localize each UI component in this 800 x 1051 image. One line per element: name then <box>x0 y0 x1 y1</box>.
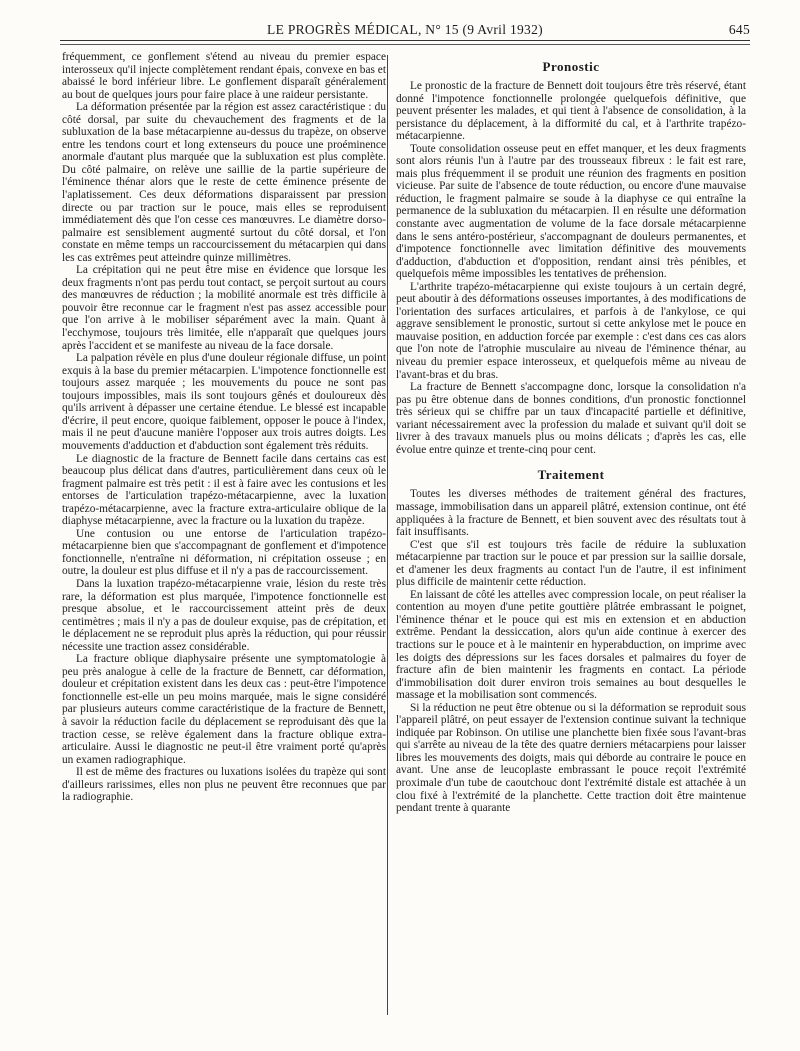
paragraph: La palpation révèle en plus d'une douleur régionale diffuse, un point exquis à la base du premier métacarpien. L'impotence fonctionnelle est toujours assez marquée ; les mouvements du pouce ne sont pas toujours impossibles, mais ils sont toujours gênés et douloureux dès qu'ils arrivent à dépasser une certaine étendue. Le blessé est incapable d'écrire, il peut encore, quoique faiblement, opposer le pouce à l'index, mais il ne peut d'aucune manière l'opposer aux trois autres doigts. Les mouvements d'adduction et d'abduction sont également très réduits. <box>62 352 386 452</box>
page-number: 645 <box>728 22 750 37</box>
journal-title: LE PROGRÈS MÉDICAL, N° 15 (9 Avril 1932) <box>267 22 543 37</box>
paragraph: Dans la luxation trapézo-métacarpienne vraie, lésion du reste très rare, la déformation est plus marquée, l'impotence fonctionnelle est presque absolue, et le raccourcissement atteint près de deux centimètres ; mais il n'y a pas de douleur exquise, pas de crépitation, et le déplacement ne se reproduit plus après la réduction, qui pour réussir nécessite une traction assez considérable. <box>62 577 386 653</box>
header-rule-thin <box>60 44 750 45</box>
running-header <box>60 22 750 42</box>
left-column <box>62 51 386 804</box>
paragraph: La déformation présentée par la région est assez caractéristique : du côté dorsal, par suite du chevauchement des fragments et de la subluxation de la base métacarpienne au-dessus du trapèze, on observe entre les tendons court et long extenseurs du pouce une proéminence anormale d'autant plus marquée que la subluxation est plus complète. Du côté palmaire, on relève une saillie de la partie supérieure de l'éminence thénar alors que le reste de cette éminence présente de l'aplatissement. Ces deux déformations disparaissent par pression directe ou par traction sur le pouce, mais elles se reproduisent immédiatement dès que l'on cesse ces manœuvres. Le diamètre dorso-palmaire est sensiblement augmenté surtout du côté dorsal, et l'on constate en même temps un raccourcissement du métacarpien qui dans les cas extrêmes peut atteindre quinze millimètres. <box>62 101 386 264</box>
paragraph: C'est que s'il est toujours très facile de réduire la subluxation métacarpienne par traction sur le pouce et par pression sur la saillie dorsale, et d'amener les deux fragments au contact l'un de l'autre, il est infiniment plus difficile de maintenir cette réduction. <box>396 538 746 589</box>
paragraph: Le diagnostic de la fracture de Bennett facile dans certains cas est beaucoup plus délicat dans d'autres, particulièrement dans ceux où le fragment palmaire est très petit : il est à faire avec les contusions et les entorses de l'articulation trapézo-métacarpienne, avec la luxation trapézo-métacarpienne, avec la fracture extra-articulaire oblique de la diaphyse métacarpienne, avec la fracture ou la luxation du trapèze. <box>62 452 386 528</box>
right-column <box>396 60 746 815</box>
header-rule-thick <box>60 40 750 41</box>
paragraph: La fracture de Bennett s'accompagne donc, lorsque la consolidation n'a pas pu être obtenue dans de bonnes conditions, d'un pronostic fonctionnel très sérieux qui se chiffre par un taux d'incapacité partielle et définitive, variant nécessairement avec la profession du malade et suivant qu'il doit se livrer à des travaux manuels plus ou moins délicats ; d'après les cas, elle évolue entre quinze et trente-cinq pour cent. <box>396 381 746 456</box>
paragraph: Il est de même des fractures ou luxations isolées du trapèze qui sont d'ailleurs rarissimes, elles non plus ne peuvent être reconnues que par la radiographie. <box>62 766 386 804</box>
paragraph: La fracture oblique diaphysaire présente une symptomatologie à peu près analogue à celle de la fracture de Bennett, car déformation, douleur et crépitation existent dans les deux cas : peut-être l'impotence fonctionnelle est-elle un peu moins marquée, mais le signe considéré par plusieurs auteurs comme caractéristique de la fracture de Bennett, à savoir la réduction facile du déplacement se reproduisant dès que la traction cesse, se relève également dans la fracture oblique extra-articulaire. Aussi le diagnostic ne peut-il être vraiment porté qu'après un examen radiographique. <box>62 653 386 766</box>
section-title-traitement: Traitement <box>537 467 605 483</box>
column-divider <box>387 55 388 1015</box>
paragraph: Le pronostic de la fracture de Bennett doit toujours être très réservé, étant donné l'impotence fonctionnelle prolongée quelquefois définitive, que peuvent présenter les malades, et qui tient à l'absence de consolidation, à la persistance du déplacement, à la difformité du cal, et à l'arthrite trapézo-métacarpienne. <box>396 80 746 143</box>
paragraph: Toute consolidation osseuse peut en effet manquer, et les deux fragments sont alors réunis l'un à l'autre par des trousseaux fibreux : le fait est rare, mais plus fréquemment il se produit une réunion des fragments en position vicieuse. Par suite de l'absence de toute réduction, ou encore d'une mauvaise réduction, le fragment palmaire se soude à la diaphyse ce qui entraîne la permanence de la subluxation du métacarpien. Il en résulte une déformation constante avec augmentation de volume de la face dorsale métacarpienne dans le sens antéro-postérieur, s'accompagnant de douleurs permanentes, et d'impotence fonctionnelle avec limitation définitive des mouvements d'adduction, d'abduction et d'opposition, rendant ainsi très pénibles, et quelquefois même impossibles les tentatives de préhension. <box>396 142 746 281</box>
paragraph: En laissant de côté les attelles avec compression locale, on peut réaliser la contention au moyen d'une petite gouttière plâtrée embrassant le poignet, l'éminence thénar et le pouce qui est mis en extension et en abduction extrême. Pendant la dessiccation, alors qu'un aide continue à exercer des tractions sur le pouce et à le maintenir en hyperabduction, on imprime avec les doigts des dépressions sur les faces dorsales et palmaires du foyer de fracture afin de bien maintenir les fragments en contact. La période d'immobilisation doit durer environ trois semaines au bout desquelles le massage et la mobilisation sont commencés. <box>396 588 746 702</box>
paragraph: La crépitation qui ne peut être mise en évidence que lorsque les deux fragments n'ont pas perdu tout contact, se perçoit surtout au cours des manœuvres de réduction ; la mobilité anormale est très difficile à pouvoir être reconnue car le fragment n'est pas assez accessible pour que l'on arrive à le mobiliser séparément avec la main. Quant à l'ecchymose, toujours très limitée, elle n'apparaît que quelques jours après l'accident et se manifeste au niveau de la face dorsale. <box>62 264 386 352</box>
paragraph: fréquemment, ce gonflement s'étend au niveau du premier espace interosseux qu'il injecte complètement rendant épais, convexe en bas et abaissé le bord inférieur libre. Le gonflement disparaît généralement au bout de quelques jours pour faire place à une raideur persistante. <box>62 51 386 101</box>
paragraph: Toutes les diverses méthodes de traitement général des fractures, massage, immobilisation dans un appareil plâtré, extension continue, ont été appliquées à la fracture de Bennett, et bien souvent avec des résultats tout à fait insuffisants. <box>396 488 746 539</box>
paragraph: Une contusion ou une entorse de l'articulation trapézo-métacarpienne bien que s'accompagnant de gonflement et d'impotence fonctionnelle, n'entraîne ni déformation, ni crépitation osseuse ; en outre, la douleur est plus diffuse et il n'y a pas de raccourcissement. <box>62 527 386 578</box>
paragraph: L'arthrite trapézo-métacarpienne qui existe toujours à un certain degré, peut aboutir à des déformations osseuses importantes, à des modifications de l'orientation des surfaces articulaires, et parfois à de l'ankylose, ce qui aggrave sensiblement le pronostic, surtout si cette ankylose met le pouce en mauvaise position, en adduction forcée par exemple : c'est dans ces cas alors que l'on note de l'atrophie musculaire au niveau de l'éminence thénar, au niveau du premier espace interosseux, et quelquefois même au niveau de l'avant-bras et du bras. <box>396 280 746 381</box>
section-title-pronostic: Pronostic <box>542 59 600 74</box>
paragraph: Si la réduction ne peut être obtenue ou si la déformation se reproduit sous l'appareil plâtré, on peut essayer de l'extension continue suivant la technique indiquée par Robinson. On utilise une planchette bien fixée sous l'avant-bras qui s'arrête au niveau de la tête des quatre derniers métacarpiens pour laisser libres les mouvements des doigts, mais qui déborde au contraire le pouce en avant. Une anse de leucoplaste embrassant le pouce reçoit l'extrémité proximale d'un tube de caoutchouc dont l'extrémité distale est attachée à un clou fixé à l'extrémité de la planchette. Cette traction doit être maintenue pendant trente à quarante <box>396 701 746 815</box>
